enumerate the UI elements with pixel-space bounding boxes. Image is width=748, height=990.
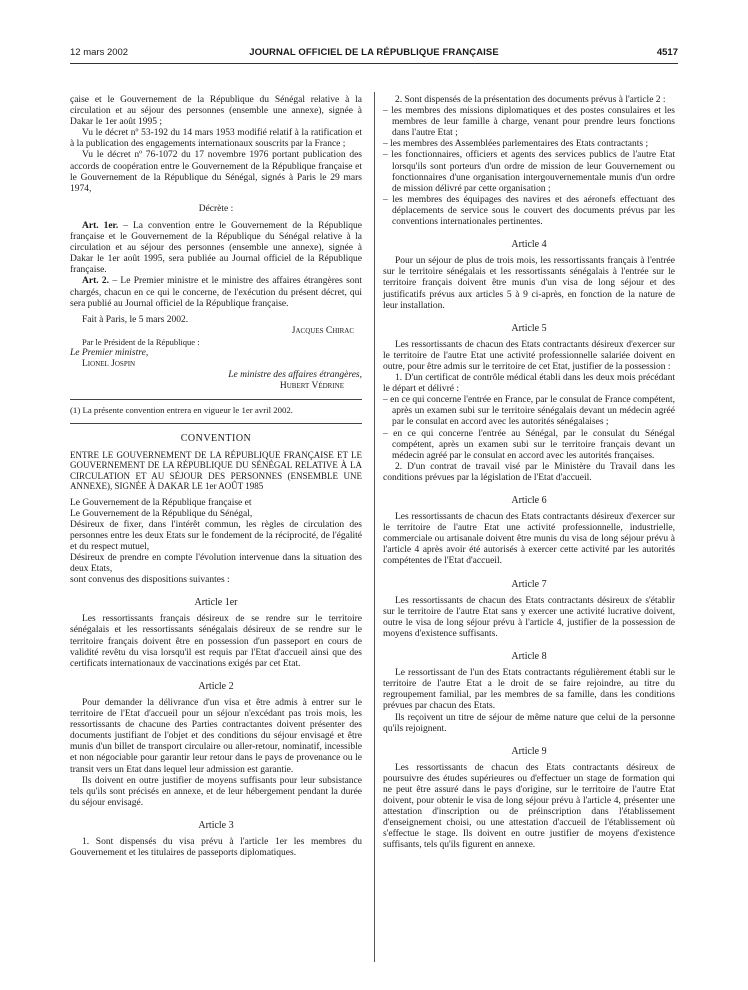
journal-title: JOURNAL OFFICIEL DE LA RÉPUBLIQUE FRANÇAISE [249,47,499,58]
column-divider [374,92,375,962]
article-5-text: 1. D'un certificat de contrôle médical établi dans les deux mois précédant le départ et délivré : [383,373,675,395]
fait-line: Fait à Paris, le 5 mars 2002. [82,314,189,325]
article-6-title: Article 6 [511,495,547,506]
premier-ministre-title: Le Premier ministre, [70,347,149,358]
article-9-text: Les ressortissants de chacun des Etats contractants désireux de poursuivre des études supérieures ou d'effectuer un stage de formation qui ne peut être assuré dans le pays d'origine, sur le territoire de l'autre Etat doivent, pour obtenir le visa de long séjour prévu à l'article 4, présenter une attestation d'inscription ou de préinscription dans l'établissement d'enseignement choisi, ou une attestation d'accueil de l'établissement où s'effectue le stage. Ils doivent en outre justifier de moyens d'existence suffisants, tels qu'ils figurent en annexe. [383,762,675,851]
list-item: – en ce qui concerne l'entrée en France, par le consulat de France compétent, après un examen subi sur le territoire sénégalais devant un médecin agréé par le consulat en accord avec les autorités sénégalaises ; [383,395,675,428]
premier-ministre-name: Lionel Jospin [82,359,136,370]
left-column [70,95,362,859]
article-1-text: Les ressortissants français désireux de se rendre sur le territoire sénégalais et les ressortissants sénégalais désireux de se rendre sur le territoire français doivent être en possession d'un passeport en cours de validité revêtu du visa lorsqu'il est requis par l'Etat d'accueil ainsi que des certificats internationaux de vaccinations exigés par cet Etat. [70,614,362,669]
article-4-text: Pour un séjour de plus de trois mois, les ressortissants français à l'entrée sur le territoire sénégalais et les ressortissants sénégalais à l'entrée sur le territoire français doivent être munis d'un visa de long séjour et des justificatifs prévus aux articles 5 à 9 ci-après, en fonction de la nature de leur installation. [383,256,675,311]
article-6-text: Les ressortissants de chacun des Etats contractants désireux d'exercer sur le territoire de l'autre Etat une activité professionnelle, industrielle, commerciale ou artisanale doivent être munis du visa de long séjour prévu à l'article 4 après avoir été autorisés à exercer cette activité par les autorités compétentes de l'Etat d'accueil. [383,512,675,567]
list-item: – les membres des équipages des navires et des aéronefs effectuant des déplacements de service sous le couvert des documents prévus par les conventions internationales pertinentes. [383,194,675,228]
par-le-president: Par le Président de la République : [82,336,200,347]
preamble-line: Désireux de fixer, dans l'intérêt commun, les règles de circulation des personnes entre les deux Etats sur le fondement de la réciprocité, de l'égalité et du respect mutuel, [70,519,362,552]
paragraph: Vu le décret nº 76-1072 du 17 novembre 1976 portant publication des accords de coopération entre le Gouvernement de la République française et le Gouvernement de la République du Sénégal, signés à Paris le 29 mars 1974, [70,150,362,194]
preamble-line: Désireux de prendre en compte l'évolution intervenue dans la situation des deux Etats, [70,553,362,575]
convention-separator [70,423,362,424]
article-8-text: Ils reçoivent un titre de séjour de même nature que celui de la personne qu'ils rejoignent. [383,712,675,734]
article-1-decree [70,221,362,276]
footnote-separator [70,399,362,400]
article-9-title: Article 9 [511,745,547,757]
article-3-text: 2. Sont dispensés de la présentation des documents prévus à l'article 2 : [395,95,666,105]
list-item: – en ce qui concerne l'entrée au Sénégal, par le consulat du Sénégal compétent, après un examen subi sur le territoire français devant un médecin agréé par le consulat en accord avec les autorités françaises. [383,428,675,461]
article-7-title: Article 7 [511,578,547,590]
article-label: Art. 1er. [82,220,119,231]
ministre-title: Le ministre des affaires étrangères, [228,370,362,381]
article-8-title: Article 8 [511,651,547,663]
convenus-line: sont convenus des dispositions suivantes : [70,575,230,586]
article-2-decree [70,276,362,309]
paragraph: çaise et le Gouvernement de la République du Sénégal relative à la circulation et au séjour des personnes (ensemble une annexe), signée à Dakar le 1er août 1995 ; [70,95,362,128]
article-2-text: Ils doivent en outre justifier de moyens suffisants pour leur subsistance tels qu'ils sont précisés en annexe, et de leur hébergement pendant la durée du séjour envisagé. [70,775,362,808]
article-8-text: Le ressortissant de l'un des Etats contractants régulièrement établi sur le territoire de l'autre Etat a le droit de se faire rejoindre, au titre du regroupement familial, par les membres de sa famille, dans les conditions prévues par chacun des Etats. [383,668,675,712]
page-number: 4517 [656,47,678,58]
header-rule [70,63,678,64]
article-2-title: Article 2 [198,680,234,692]
page-header [70,47,678,61]
article-7-text: Les ressortissants de chacun des Etats contractants désireux de s'établir sur le territoire de l'autre Etat sans y exercer une activité lucrative doivent, outre le visa de long séjour prévu à l'article 4, justifier de la possession de moyens d'existence suffisants. [383,595,675,639]
footnote: (1) La présente convention entrera en vigueur le 1er avril 2002. [70,405,294,416]
article-4-title: Article 4 [511,239,547,251]
article-1-title: Article 1er [194,597,238,609]
article-text: – La convention entre le Gouvernement de la République française et le Gouvernement de la République du Sénégal relative à la circulation et au séjour des personnes (ensemble une annexe), signée à Dakar le 1er août 1995, sera publiée au Journal officiel de la République française. [70,220,362,276]
article-5-text: Les ressortissants de chacun des Etats contractants désireux d'exercer sur le territoire de l'autre Etat une activité professionnelle salariée doivent en outre, pour être admis sur le territoire de cet Etat, justifier de la possession : [383,339,675,372]
convention-title: CONVENTION [180,433,252,445]
article-5-text: 2. D'un contrat de travail visé par le Ministère du Travail dans les conditions prévues par la législation de l'Etat d'accueil. [383,461,675,483]
right-column [383,95,675,852]
article-3-text: 1. Sont dispensés du visa prévu à l'article 1er les membres du Gouvernement et les titulaires de passeports diplomatiques. [70,836,362,859]
article-label: Art. 2. [82,276,110,287]
preamble-line: Le Gouvernement de la République française et [70,497,252,508]
list-item: – les fonctionnaires, officiers et agents des services publics de l'autre Etat lorsqu'ils sont porteurs d'un ordre de mission de leur Gouvernement ou fonctionnaires d'une organisation intergouvernementale munis d'un ordre de mission délivré par cette organisation ; [383,150,675,194]
article-2-text: Pour demander la délivrance d'un visa et être admis à entrer sur le territoire de l'Etat d'accueil pour un séjour n'excédant pas trois mois, les ressortissants de chacune des Parties contractantes doivent présenter des documents justifiant de l'objet et des conditions du séjour envisagé et être munis d'un billet de transport circulaire ou aller-retour, nominatif, incessible et non négociable pour garantir leur retour dans le pays de provenance ou le transit vers un Etat dans lequel leur admission est garantie. [70,697,362,775]
article-3-title: Article 3 [198,819,234,831]
preamble-line: Le Gouvernement de la République du Sénégal, [70,508,253,519]
article-5-title: Article 5 [511,322,547,334]
header-date: 12 mars 2002 [70,47,129,58]
paragraph: Vu le décret nº 53-192 du 14 mars 1953 modifié relatif à la ratification et à la publication des engagements internationaux souscrits par la France ; [70,128,362,150]
decrete-heading: Décrète : [198,203,234,214]
list-item: – les membres des missions diplomatiques et des postes consulaires et les membres de leur famille à charge, venant pour prendre leurs fonctions dans l'autre Etat ; [383,106,675,139]
ministre-name: Hubert Védrine [279,381,344,392]
signer-president: Jacques Chirac [291,325,354,336]
convention-subtitle: ENTRE LE GOUVERNEMENT DE LA RÉPUBLIQUE FRANÇAISE ET LE GOUVERNEMENT DE LA RÉPUBLIQUE DU SÉNÉGAL RELATIVE À LA CIRCULATION ET AU SÉJOUR DES PERSONNES (ENSEMBLE UNE ANNEXE), SIGNÉE À DAKAR LE 1er AOÛT 1985 [70,449,362,492]
article-text: – Le Premier ministre et le ministre des affaires étrangères sont chargés, chacun en ce qui le concerne, de l'exécution du présent décret, qui sera publié au Journal officiel de la République française. [70,276,362,309]
list-item: – les membres des Assemblées parlementaires des Etats contractants ; [383,139,649,150]
